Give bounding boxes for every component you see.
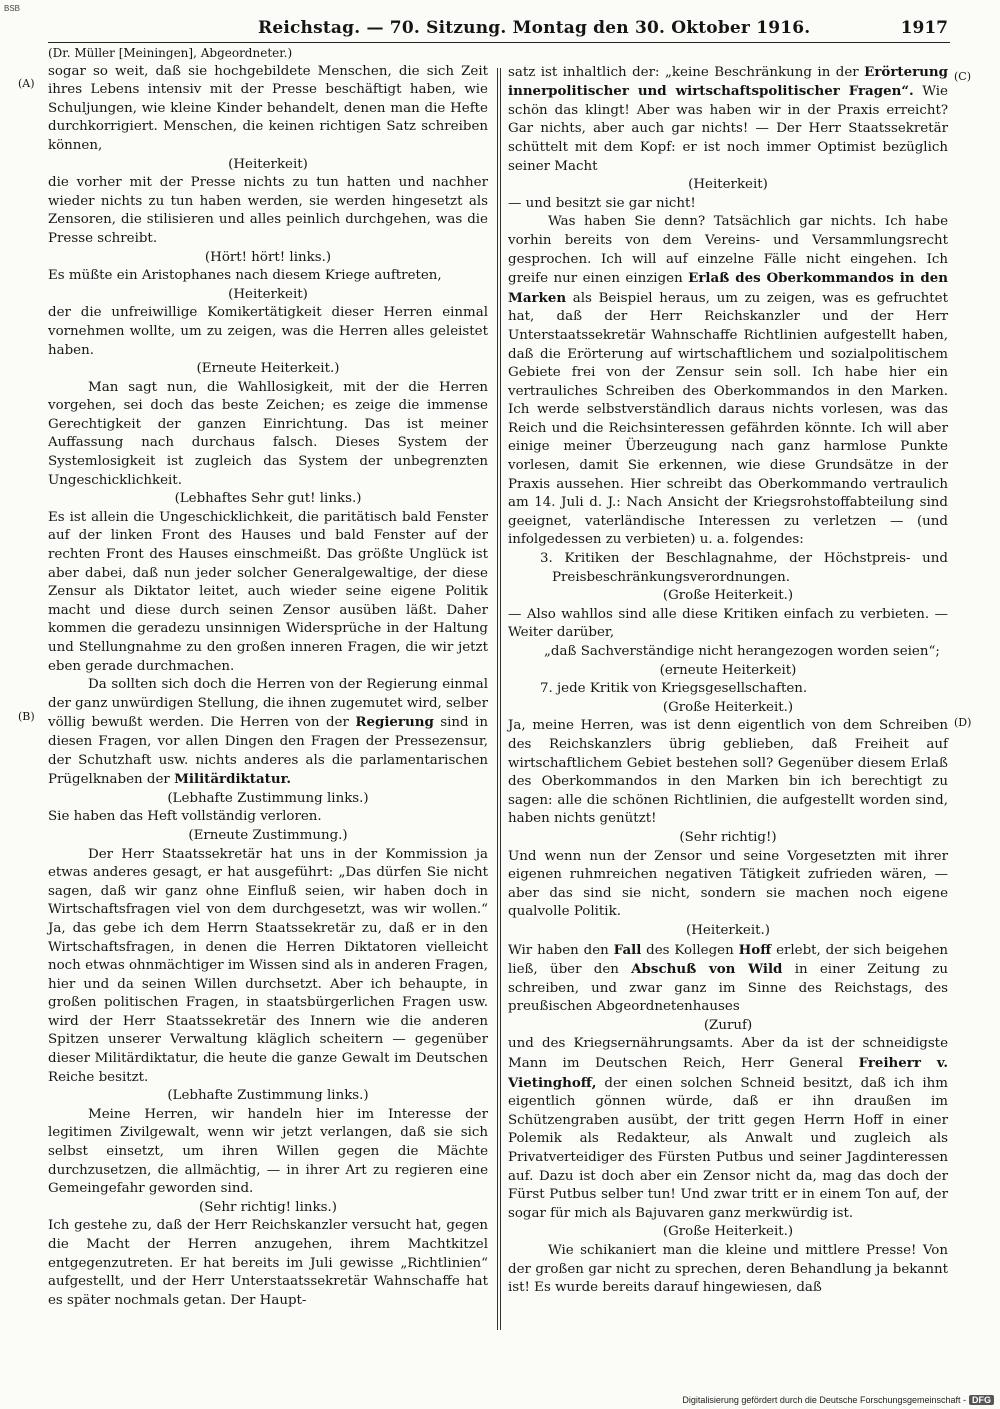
emphasis-regierung: Regierung [355, 714, 434, 731]
reaction: (Erneute Zustimmung.) [188, 827, 348, 843]
reaction: (Sehr richtig!) [679, 829, 777, 845]
text-run: sind in diesen Fragen, vor allen Dingen den Fragen der Pressezensur, der Schutzhaft usw. nichts anderes als die parlamentarischen Prügelknaben der [48, 715, 488, 788]
emphasis-eroerterung: Erörterung innerpolitischer und wirtschaftspolitischer Fragen“. [508, 63, 948, 100]
emphasis-militaerdiktatur: Militärdiktatur. [174, 771, 292, 788]
header-rule [48, 42, 950, 43]
text-run: in einer Zeitung zu schreiben, und zwar ganz im Sinne des Reichstags, des preußischen Abgeordnetenhauses [508, 962, 948, 1015]
emphasis-fall: Fall [613, 941, 642, 958]
paragraph: Man sagt nun, die Wahllosigkeit, mit der die Herren vorgehen, sei doch das beste Zeichen; es zeige die immense Gerechtigkeit der ganzen Einrichtung. Das ist meiner Auffassung nach durchaus falsch. Dieses System der Systemlosigkeit ist zugleich das System der unbegrenzten Ungeschicklichkeit. [48, 379, 488, 488]
text-run: und des Kriegsernährungsamts. Aber da ist der schneidigste Mann im Deutschen Reich, Herr General [508, 1036, 948, 1072]
paragraph: Es müßte ein Aristophanes nach diesem Kriege auftreten, [48, 268, 442, 284]
text-run: Was haben Sie denn? Tatsächlich gar nichts. Ich habe vorhin bereits von dem Vereins- und Versammlungsrecht gesprochen. Ich will auf einzelne Fälle nicht eingehen. Ich greife nur einen einzigen [508, 214, 948, 287]
emphasis-vietinghoff: Freiherr v. Vietinghoff, [508, 1055, 948, 1091]
text-run: Da sollten sich doch die Herren von der Regierung einmal der ganz unwürdigen Stellung, die ihnen zugemutet wird, selber völlig bewußt werden. Die Herren von der [48, 677, 489, 731]
margin-marker-a: (A) [18, 77, 35, 90]
text-run: der einen solchen Schneid besitzt, daß ich ihm eigentlich gönnen würde, daß er ihn draußen im Schützengraben ausübt, der tritt gegen Herrn Hoff in einer Polemik als Redakteur, als Anwalt und zugleich als Privatverteidiger des Fürsten Putbus und seiner Jagdinteressen auf. Dazu ist doch aber ein Zensor nicht da, mag das doch der Fürst Putbus selber tun! Und zwar tritt er in einem Ton auf, der sogar für mich als Bajuvaren ganz merkwürdig ist. [508, 1075, 948, 1221]
emphasis-hoff: Hoff [738, 941, 772, 958]
reaction: (Sehr richtig! links.) [199, 1199, 337, 1215]
paragraph: Meine Herren, wir handeln hier im Interesse der legitimen Zivilgewalt, wenn wir jetzt verlangen, daß sie sich selbst einsetzt, um ihren Willen gegen die Mächte durchzusetzen, die allmächtig, — in ihrer Art zu regieren eine Gemeingefahr geworden sind. [48, 1106, 488, 1197]
paragraph: sogar so weit, daß sie hochgebildete Menschen, die sich Zeit ihres Lebens intensiv mit der Presse beschäftigt haben, wie Schuljungen, wie kleine Kinder behandelt, denen man die Hefte durchkorrigiert. Menschen, die keinen richtigen Satz schreiben können, [48, 63, 488, 153]
reaction: (Heiterkeit) [688, 177, 768, 193]
reaction: (Heiterkeit) [228, 286, 308, 302]
emphasis-erlass: Erlaß des Oberkommandos in den Marken [508, 270, 948, 306]
text-run: des Kollegen [646, 942, 734, 958]
paragraph: die vorher mit der Presse nichts zu tun hatten und nachher wieder nichts zu tun haben werden, sie werden hingesetzt als Zensoren, die stilisieren und alles peinlich durchgehen, was die Presse schreibt. [48, 175, 488, 246]
library-watermark: BSB [4, 4, 21, 13]
paragraph [508, 941, 948, 1017]
speaker-note: (Dr. Müller [Meiningen], Abgeordneter.) [48, 46, 293, 60]
spacer-line [508, 44, 948, 63]
quoted-item: 7. jede Kritik von Kriegsgesellschaften. [540, 681, 808, 697]
paragraph: Wie schikaniert man die kleine und mittlere Presse! Von der großen gar nicht zu sprechen, deren Behandlung ja bekannt ist! Es wurde bereits darauf hingewiesen, daß [508, 1243, 948, 1296]
reaction: (Heiterkeit) [228, 156, 308, 172]
paragraph [508, 1035, 948, 1223]
paragraph: — und besitzt sie gar nicht! [508, 195, 696, 211]
reaction: (Heiterkeit.) [686, 922, 770, 938]
text-run: als Beispiel heraus, um zu zeigen, was es gefruchtet hat, daß der Herr Reichskanzler und der Herr Unterstaatssekretär Wahnschaffe Richtlinien aufgestellt haben, daß die Erörterung auf wirtschaftlichem und sozialpolitischem Gebiete frei von der Zensur sein soll. Ich habe hier ein vertrauliches Schreiben des Oberkommandos in den Marken. Ich werde selbstverständlich daraus nichts vorlesen, was das Reich und die Reichsinteressen gefährden könnte. Ich will aber einige meiner Überzeugung nach ganz harmlose Punkte vorlesen, damit Sie erkennen, wie diese Grundsätze in der Praxis aussehen. Hier schreibt das Oberkommando vertraulich am 14. Juli d. J.: Nach Ansicht der Kriegsrohstoffabteilung sind geeignet, vaterländische Interessen zu verletzen — (und infolgedessen zu verbieten) u. a. folgendes: [508, 290, 948, 548]
reaction: (Große Heiterkeit.) [662, 699, 794, 715]
reaction: (Lebhafte Zustimmung links.) [167, 1088, 369, 1104]
text-run: Wir haben den [508, 942, 609, 958]
header-title: Reichstag. — 70. Sitzung. Montag den 30. Oktober 1916. [258, 18, 811, 38]
paragraph: Sie haben das Heft vollständig verloren. [48, 809, 322, 825]
emphasis-abschuss: Abschuß von Wild [631, 961, 783, 978]
reaction: (Zuruf) [703, 1017, 753, 1033]
paragraph: der die unfreiwillige Komikertätigkeit dieser Herren einmal vornehmen wollte, um zu zeigen, was die Herren alles geleistet haben. [48, 305, 488, 358]
column-divider [497, 68, 498, 1330]
paragraph: Ja, meine Herren, was ist denn eigentlich von dem Schreiben des Reichskanzlers übrig geblieben, daß Freiheit auf wirtschaftlichem Gebiet bestehen soll? Gegenüber diesem Erlaß des Oberkommandos in den Marken bin ich berechtigt zu sagen: alle die schönen Richtlinien, die aufgestellt worden sind, haben nichts genützt! [508, 718, 948, 827]
column-divider [500, 68, 501, 1330]
reaction: (Große Heiterkeit.) [662, 588, 794, 604]
funding-footer [682, 1395, 994, 1405]
reaction: (erneute Heiterkeit) [659, 662, 797, 678]
paragraph [508, 63, 948, 177]
paragraph [508, 213, 948, 550]
quoted-item: 3. Kritiken der Beschlagnahme, der Höchstpreis- und Preisbeschränkungsverordnungen. [540, 551, 948, 585]
reaction: (Hört! hört! links.) [204, 249, 332, 265]
right-column [508, 44, 948, 1298]
paragraph [48, 676, 488, 790]
paragraph: — Also wahllos sind alle diese Kritiken einfach zu verbieten. — Weiter darüber, [508, 606, 948, 641]
text-run: satz ist inhaltlich der: „keine Beschränkung in der [508, 64, 859, 80]
dfg-logo: DFG [969, 1395, 994, 1405]
paragraph: Und wenn nun der Zensor und seine Vorgesetzten mit ihrer eigenen ruhmreichen negativen Tätigkeit zufrieden wären, — aber das sind sie nicht, sondern sie machen noch eigene qualvolle Politik. [508, 848, 948, 920]
margin-marker-b: (B) [18, 710, 35, 723]
reaction: (Lebhaftes Sehr gut! links.) [174, 491, 362, 507]
margin-marker-d: (D) [954, 716, 972, 729]
footer-text: Digitalisierung gefördert durch die Deutsche Forschungsgemeinschaft - [682, 1395, 966, 1405]
reaction: (Lebhafte Zustimmung links.) [167, 790, 369, 806]
running-header [48, 18, 948, 44]
paragraph: Der Herr Staatssekretär hat uns in der Kommission ja etwas anderes gesagt, er hat ausgeführt: „Das dürfen Sie nicht sagen, daß wir ganz ohne Einfluß seien, wir haben doch in Wirtschaftsfragen viel von dem durchgesetzt, was wir wollen.“ Ja, das gebe ich dem Herrn Staatssekretär zu, daß er in den Wirtschaftsfragen, in denen die Herren Diktatoren vielleicht noch etwas ohnmächtiger im Wissen sind als in anderen Fragen, hier und da seinen Willen durchsetzt. Aber ich behaupte, in großen politischen Fragen, in staatsbürgerlichen Fragen usw. wird der Herr Staatssekretär des Innern wie die anderen Spitzen unserer Verwaltung kläglich scheitern — gegenüber dieser Militärdiktatur, die heute die ganze Gewalt im Deutschen Reiche besitzt. [48, 846, 489, 1085]
left-column [48, 44, 488, 1310]
text-run: erlebt, der sich beigehen ließ, über den [508, 942, 949, 978]
page-number: 1917 [900, 18, 948, 38]
paragraph: Es ist allein die Ungeschicklichkeit, die paritätisch bald Fenster auf der linken Front des Hauses und bald Fenster auf der rechten Front des Hauses einschmeißt. Das größte Unglück ist aber dabei, daß nun jeder solcher Generalgewaltige, der diese Zensur als Diktator leitet, auch wieder seine eigene Politik macht und diese durch seinen Zensor ausüben läßt. Daher kommen die geradezu unsinnigen Widersprüche in der Haltung und Stellungnahme zu den großen inneren Fragen, die wir jetzt eben gerade durchmachen. [48, 509, 488, 674]
reaction: (Erneute Heiterkeit.) [196, 361, 340, 377]
reaction: (Große Heiterkeit.) [662, 1224, 794, 1240]
paragraph: Ich gestehe zu, daß der Herr Reichskanzler versucht hat, gegen die Macht der Herren anzugehen, ihrem Machtkitzel entgegenzutreten. Er hat bereits im Juli gewisse „Richtlinien“ aufgestellt, und der Herr Unterstaatssekretär Wahnschaffe hat es später nochmals getan. Der Haupt- [48, 1218, 488, 1308]
quotation: „daß Sachverständige nicht herangezogen worden seien“; [544, 644, 940, 659]
margin-marker-c: (C) [954, 70, 971, 83]
text-run: Wie schön das klingt! Aber was haben wir in der Praxis erreicht? Gar nichts, aber auch gar nichts! — Der Herr Staatssekretär schüttelt mit dem Kopf: er ist noch immer Optimist bezüglich seiner Macht [508, 84, 948, 174]
